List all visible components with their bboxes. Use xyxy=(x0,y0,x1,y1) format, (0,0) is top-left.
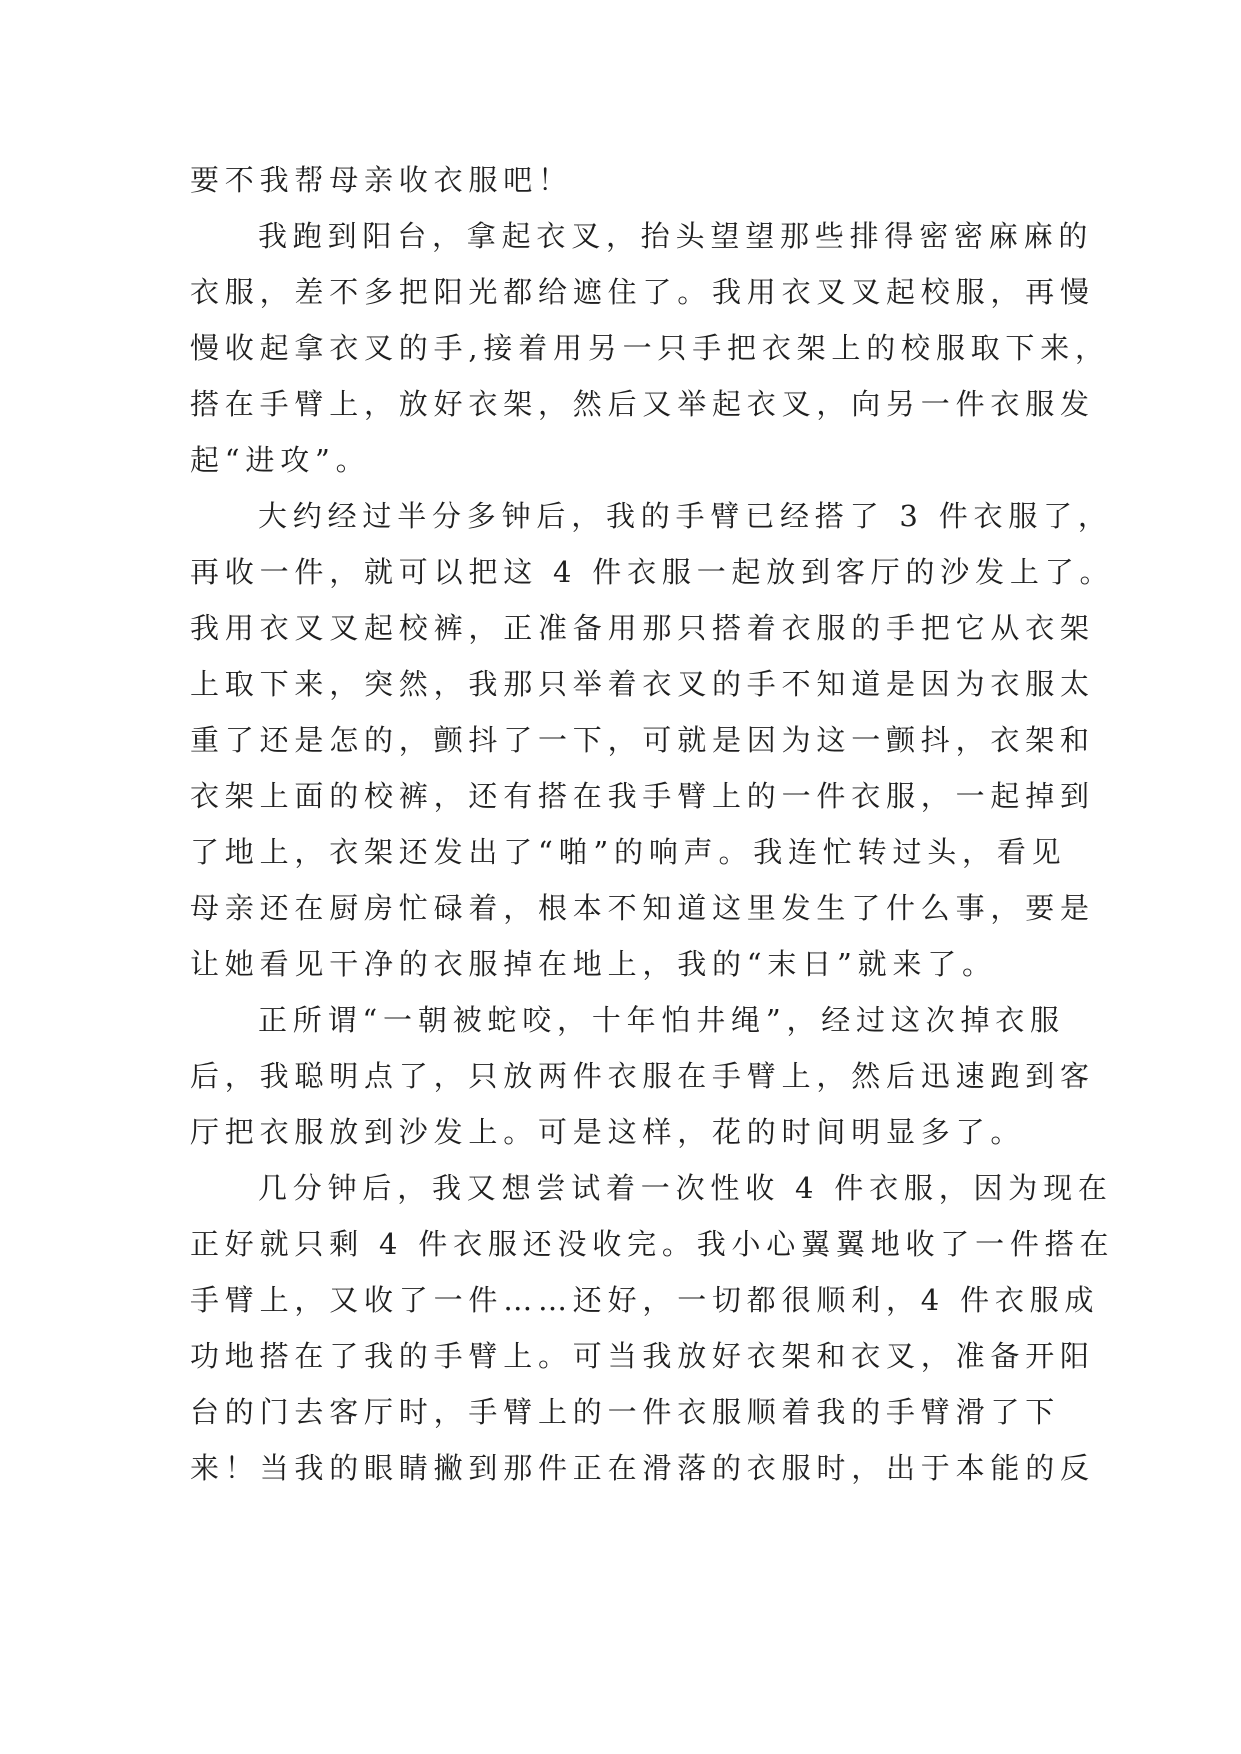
text-line: 搭在手臂上，放好衣架，然后又举起衣叉，向另一件衣服发 xyxy=(190,387,1095,421)
text-line: 台的门去客厅时，手臂上的一件衣服顺着我的手臂滑了下 xyxy=(190,1395,1061,1429)
text-line: 功地搭在了我的手臂上。可当我放好衣架和衣叉，准备开阳 xyxy=(190,1339,1095,1373)
text-line: 要不我帮母亲收衣服吧！ xyxy=(190,163,573,197)
text-line: 来！当我的眼睛撇到那件正在滑落的衣服时，出于本能的反 xyxy=(190,1451,1095,1485)
text-line: 后，我聪明点了，只放两件衣服在手臂上，然后迅速跑到客 xyxy=(190,1059,1095,1093)
text-line: 手臂上，又收了一件……还好，一切都很顺利，4 件衣服成 xyxy=(190,1283,1100,1317)
text-line: 大约经过半分多钟后，我的手臂已经搭了 3 件衣服了， xyxy=(258,499,1113,533)
text-line: 让她看见干净的衣服掉在地上，我的“末日”就来了。 xyxy=(190,947,997,981)
text-line: 慢收起拿衣叉的手,接着用另一只手把衣架上的校服取下来， xyxy=(190,331,1110,365)
text-line: 母亲还在厨房忙碌着，根本不知道这里发生了什么事，要是 xyxy=(190,891,1095,925)
text-line: 重了还是怎的，颤抖了一下，可就是因为这一颤抖，衣架和 xyxy=(190,723,1095,757)
text-line: 衣服，差不多把阳光都给遮住了。我用衣叉叉起校服，再慢 xyxy=(190,275,1095,309)
text-line: 了地上，衣架还发出了“啪”的响声。我连忙转过头，看见 xyxy=(190,835,1067,869)
text-line: 上取下来，突然，我那只举着衣叉的手不知道是因为衣服太 xyxy=(190,667,1095,701)
text-line: 再收一件，就可以把这 4 件衣服一起放到客厅的沙发上了。 xyxy=(190,555,1115,589)
text-line: 衣架上面的校裤，还有搭在我手臂上的一件衣服，一起掉到 xyxy=(190,779,1095,813)
text-line: 厅把衣服放到沙发上。可是这样，花的时间明显多了。 xyxy=(190,1115,1026,1149)
text-line: 正好就只剩 4 件衣服还没收完。我小心翼翼地收了一件搭在 xyxy=(190,1227,1115,1261)
text-line: 我用衣叉叉起校裤，正准备用那只搭着衣服的手把它从衣架 xyxy=(190,611,1095,645)
text-line: 我跑到阳台，拿起衣叉，抬头望望那些排得密密麻麻的 xyxy=(258,219,1094,253)
text-line: 正所谓“一朝被蛇咬，十年怕井绳”，经过这次掉衣服 xyxy=(258,1003,1065,1037)
text-line: 几分钟后，我又想尝试着一次性收 4 件衣服，因为现在 xyxy=(258,1171,1113,1205)
text-line: 起“进攻”。 xyxy=(190,443,371,477)
